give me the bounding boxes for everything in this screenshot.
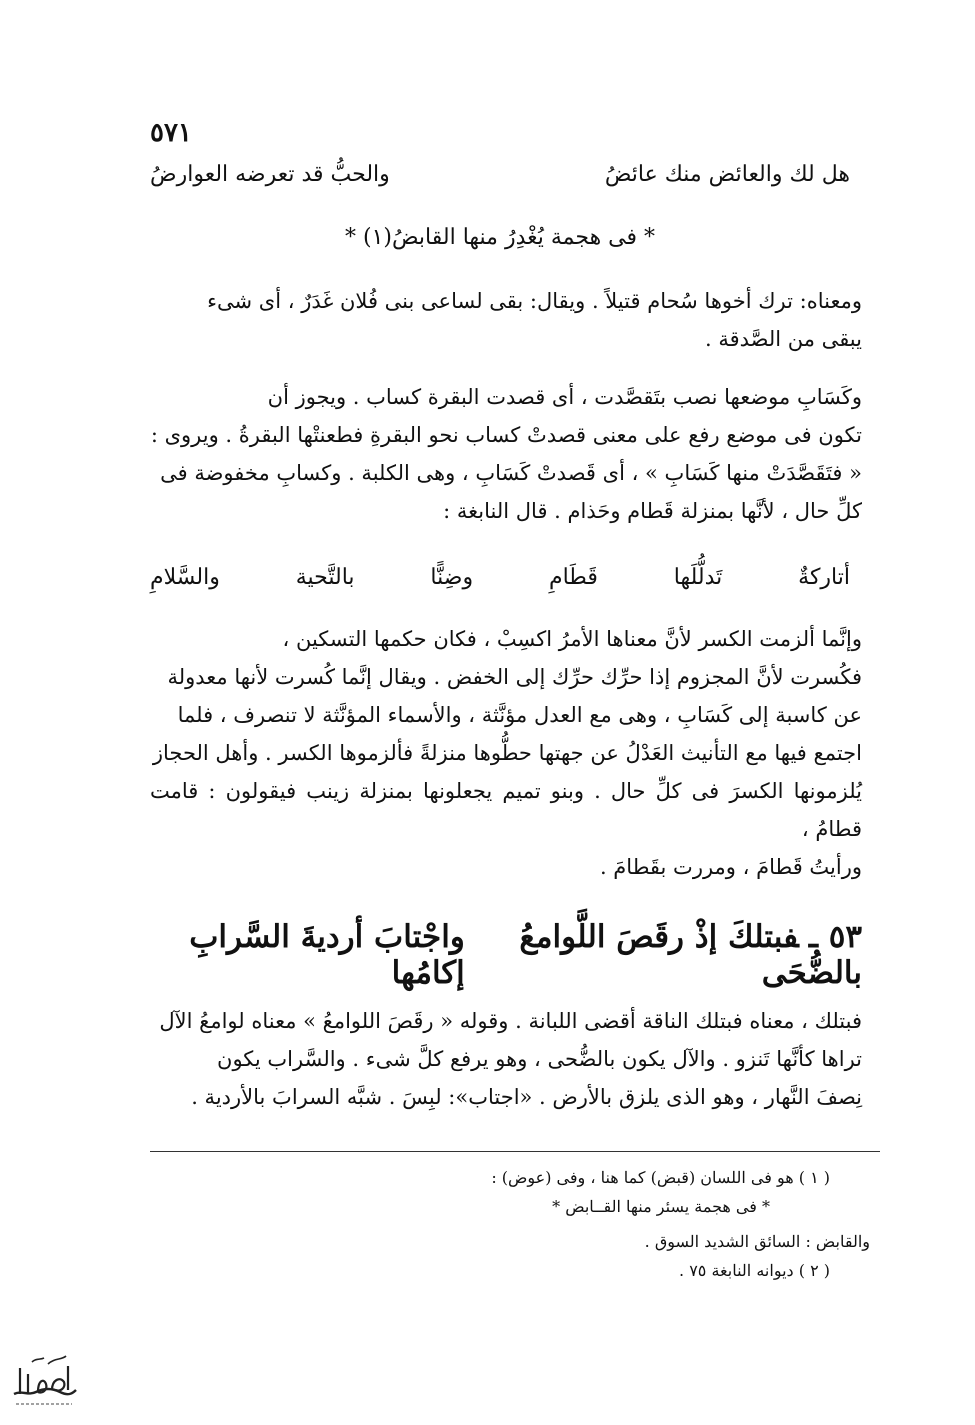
verse-heading-hemistich-2: واجْتابَ أرديةَ السَّرابِ إكامُها	[189, 919, 465, 991]
paragraph-1	[150, 282, 862, 358]
text-line: فكُسرت لأنَّ المجزوم إذا حرِّك حرِّك إلى الخفض . ويقال إنَّما كُسرت لأنها معدولة	[167, 665, 862, 689]
verse-3-word: تَدلُّلَها	[673, 565, 723, 590]
page-number: ٥٧١	[150, 118, 192, 148]
text-line: ومعناه: ترك أخوها سُحام قتيلاً . ويقال: بقى لساعى بنى فُلان غَدَرٌ ، أى شىء	[207, 289, 862, 313]
text-line: عن كاسبة إلى كَسَابِ ، وهى مع العدل مؤنَّثة ، والأسماء المؤنَّثة لا تنصرف ، فلما	[177, 703, 862, 727]
verse-heading-first	[465, 919, 862, 991]
verse-heading-hemistich-1: فبتلكَ إذْ رقَصَ اللَّوامعُ بالضُّحَى	[519, 919, 862, 991]
text-line: تكون فى موضع رفع على معنى قصدتْ كساب نحو البقرةِ فطعنتْها البقرةُ . ويروى :	[150, 423, 862, 447]
footnote-divider	[150, 1151, 880, 1152]
footnotes	[150, 1163, 870, 1285]
text-line: ورأيتُ قَطامَ ، ومررت بقَطامَ .	[599, 855, 862, 879]
verse-3-word: أتاركةٌ	[798, 565, 850, 590]
text-line: وكَسَابِ موضعها نصب بتَقصَّدت ، أى قصدت البقرة كساب . ويجوز أن	[267, 385, 862, 409]
text-line: اجتمع فيها مع التأنيث العَدْلُ عن جهتها حطُّوها منزلةً فألزموها الكسر . وأهل الحجاز	[152, 741, 862, 765]
footnote-line: ( ١ ) هو فى اللسان (قبض) كما هنا ، وفى (عوض) :	[491, 1168, 830, 1187]
footnote-line: ( ٢ ) ديوانه النابغة ٧٥ .	[679, 1261, 830, 1280]
verse-heading	[150, 919, 862, 991]
text-line: فبتلك ، معناه فبتلك الناقة أقضى اللبانة . وقوله « رقَصَ اللوامعُ » معناه لوامعُ الآل	[159, 1009, 862, 1033]
text-line: تراها كأنَّها تَنزو . والآل يكون بالضُّحى ، وهو يرفع كلَّ شىء . والسَّراب يكون	[217, 1047, 862, 1071]
verse-number: ٥٣ ـ	[808, 919, 862, 955]
text-line: « فتَقَصَّدَتْ منها كَسَابِ » ، أى قَصدتْ كَسَابِ ، وهى الكلبة . وكسابِ مخفوضة فى	[160, 461, 862, 485]
verse-3-word: بالتَّحية	[295, 565, 355, 590]
text-line: كلِّ حال ، لأنَّها بمنزلة قَطام وحَذام . قال النابغة :	[443, 499, 862, 523]
verse-2: * فى هجمة يُغْدِرُ منها القابضُ(١) *	[344, 225, 656, 250]
text-line: وإنَّما ألزمت الكسر لأنَّ معناها الأمرُ اكسِبْ ، فكان حكمها التسكين ،	[282, 627, 862, 651]
verse-3	[150, 565, 850, 590]
text-line: يبقى من الصَّدقة .	[704, 327, 862, 351]
footnote-line: والقابض : السائق الشديد السوق .	[644, 1232, 870, 1251]
verse-3-word: والسَّلامِ	[150, 565, 220, 590]
footnote-line: * فى هجمة يسئر منها القــابض *	[552, 1197, 770, 1216]
verse-1-right-hemistich: هل لك والعائض منك عائضُ	[604, 162, 850, 187]
paragraph-4	[150, 1002, 862, 1116]
text-line: يُلزمونها الكسرَ فى كلِّ حال . وبنو تميم يجعلونها بمنزلة زينب فيقولون : قامت قطامُ ،	[150, 779, 862, 841]
paragraph-2	[150, 378, 862, 530]
watermark-logo	[8, 1350, 80, 1412]
verse-3-word: قَطَامِ	[548, 565, 598, 590]
verse-1-left-hemistich: والحبُّ قد تعرضه العوارضُ	[150, 162, 390, 187]
verse-1	[150, 162, 850, 187]
verse-3-word: وضِنًّا	[430, 565, 474, 590]
paragraph-3	[150, 620, 862, 886]
text-line: نِصفَ النَّهار ، وهو الذى يلزق بالأرض . «اجتاب»: لبِسَ . شبَّه السرابَ بالأردية .	[191, 1085, 862, 1109]
